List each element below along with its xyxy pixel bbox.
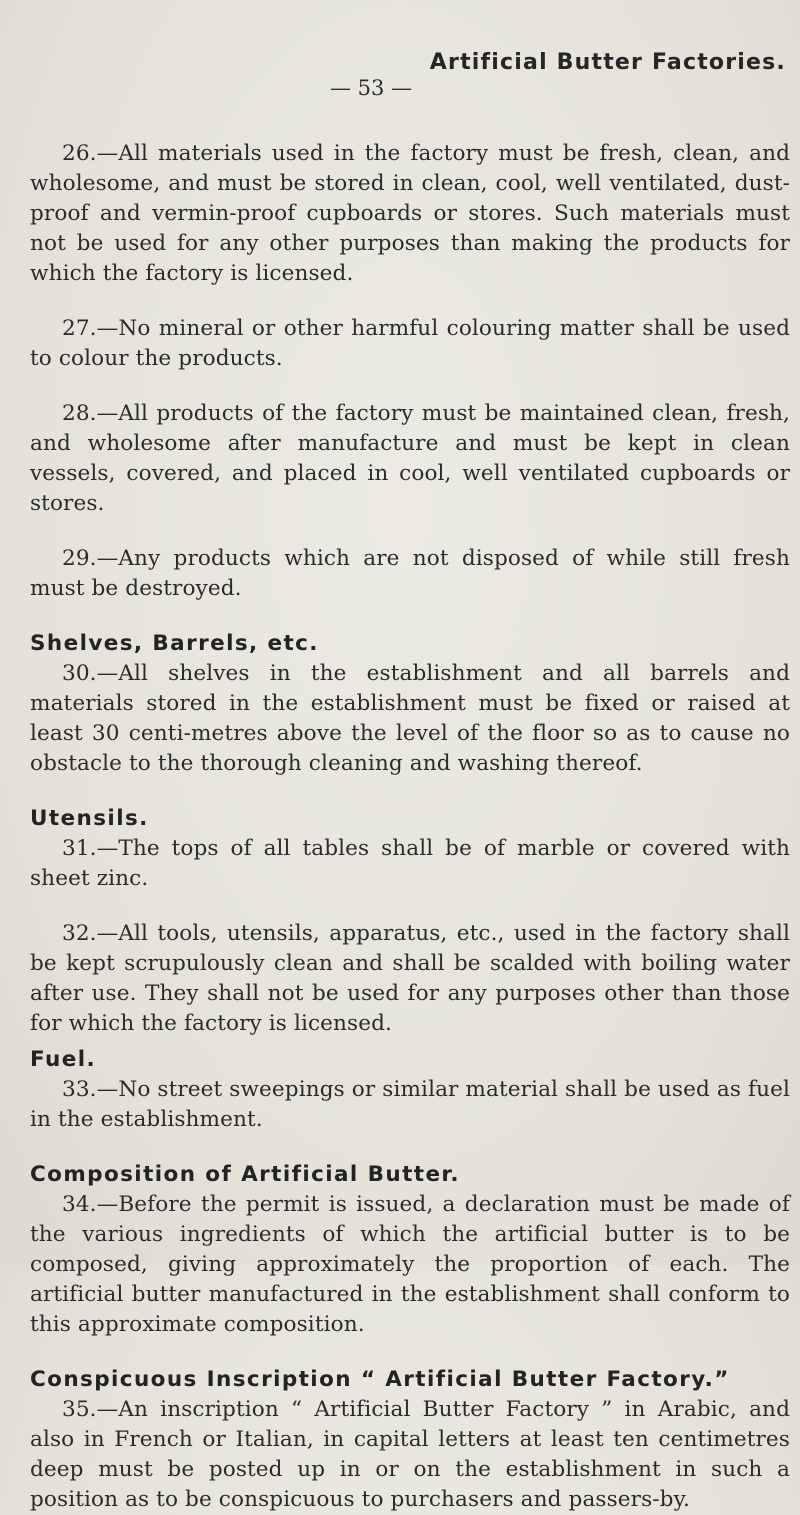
document-body xyxy=(30,139,790,1515)
paragraph-32: 32.—All tools, utensils, apparatus, etc., used in the factory shall be kept scrupulously clean and shall be scalded with boiling water after use. They shall not be used for any purposes other than those for which the factory is licensed. xyxy=(30,921,790,1036)
section-heading-composition: Composition of Artificial Butter. xyxy=(30,1162,460,1187)
running-header: Artificial Butter Factories. xyxy=(429,50,786,75)
paragraph-34: 34.—Before the permit is issued, a declaration must be made of the various ingredients of which the artificial butter is to be composed, giving approximately the proportion of each. The artificial butter manufactured in the establishment shall conform to this approximate composition. xyxy=(30,1192,790,1337)
section-heading-inscription: Conspicuous Inscription “ Artificial Butter Factory.” xyxy=(30,1367,730,1392)
paragraph-33: 33.—No street sweepings or similar material shall be used as fuel in the establishment. xyxy=(30,1077,790,1132)
section-heading-fuel: Fuel. xyxy=(30,1047,97,1072)
paragraph-31: 31.—The tops of all tables shall be of marble or covered with sheet zinc. xyxy=(30,836,790,891)
paragraph-27: 27.—No mineral or other harmful colouring matter shall be used to colour the products. xyxy=(30,316,790,371)
paragraph-29: 29.—Any products which are not disposed of while still fresh must be destroyed. xyxy=(30,546,790,601)
section-heading-utensils: Utensils. xyxy=(30,806,149,831)
page-number: — 53 — xyxy=(330,76,413,100)
paragraph-26: 26.—All materials used in the factory must be fresh, clean, and wholesome, and must be stored in clean, cool, well ventilated, dust-proof and vermin-proof cupboards or stores. Such materials must not be used for any other purposes than making the products for which the factory is licensed. xyxy=(30,141,790,286)
paragraph-28: 28.—All products of the factory must be maintained clean, fresh, and wholesome after manufacture and must be kept in clean vessels, covered, and placed in cool, well ventilated cupboards or stores. xyxy=(30,401,790,516)
paragraph-30: 30.—All shelves in the establishment and all barrels and materials stored in the establishment must be fixed or raised at least 30 centi-metres above the level of the floor so as to cause no obstacle to the thorough cleaning and washing thereof. xyxy=(30,661,790,776)
paragraph-35: 35.—An inscription “ Artificial Butter Factory ” in Arabic, and also in French or Italian, in capital letters at least ten centimetres deep must be posted up in or on the establishment in such a position as to be conspicuous to purchasers and passers-by. xyxy=(30,1397,790,1512)
section-heading-shelves: Shelves, Barrels, etc. xyxy=(30,631,319,656)
